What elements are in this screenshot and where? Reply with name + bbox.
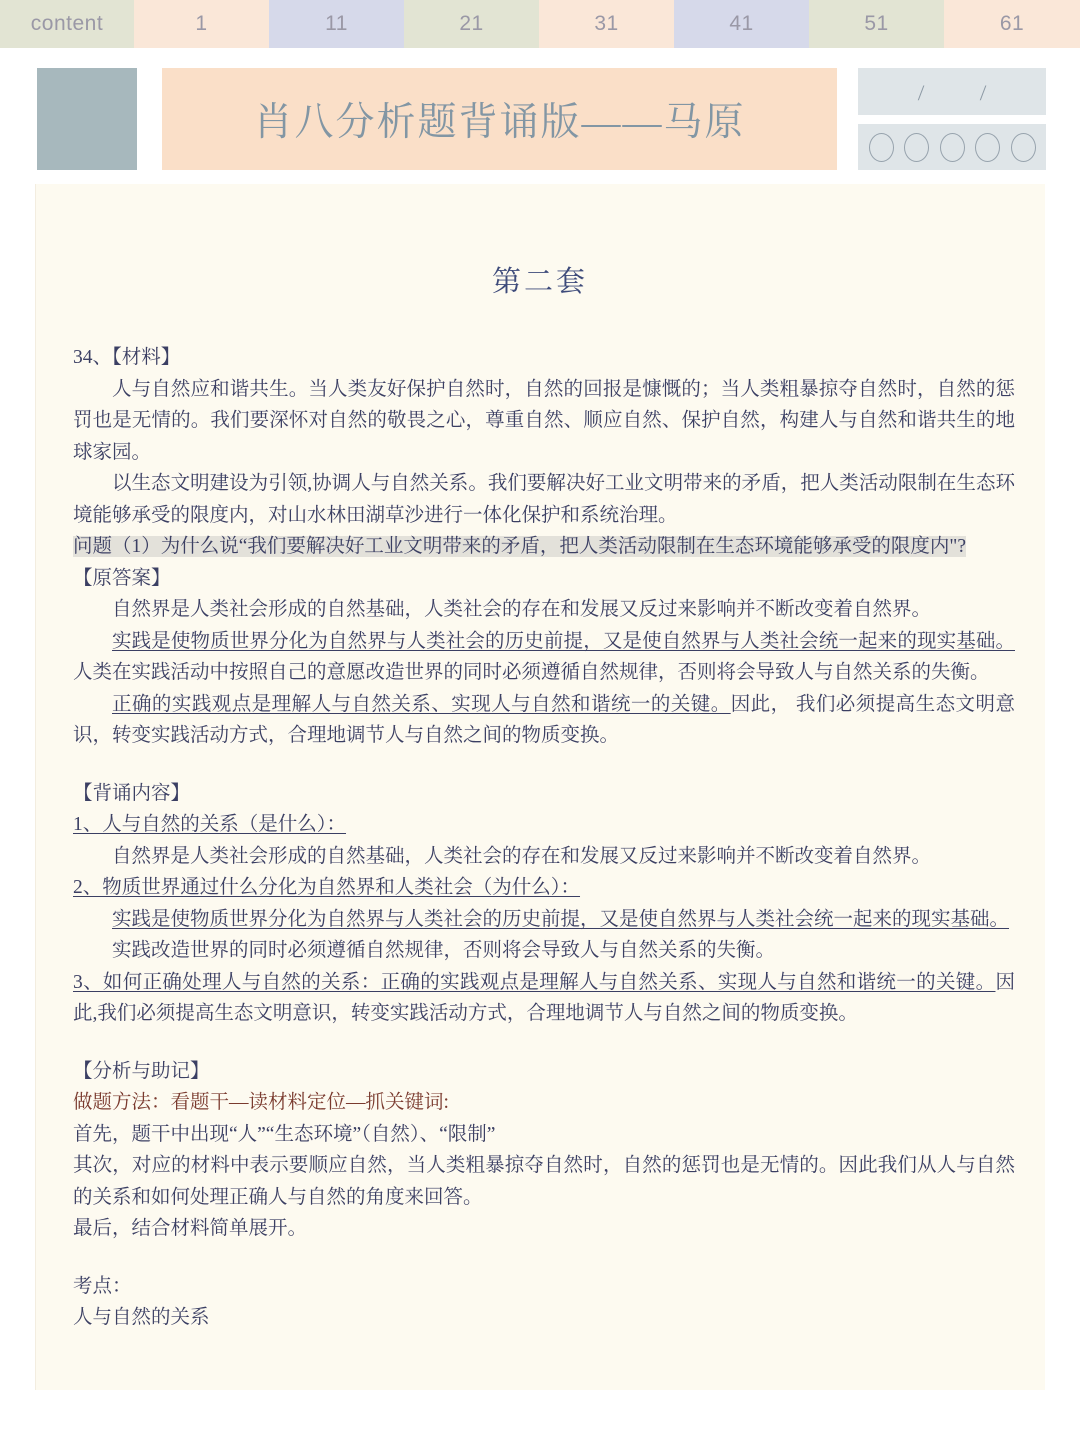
question-prompt: 问题（1）为什么说“我们要解决好工业文明带来的矛盾，把人类活动限制在生态环境能够承受的限度内"? (73, 536, 967, 557)
material-heading: 【材料】 (112, 347, 181, 368)
material-heading-line (73, 342, 1015, 374)
tab-page-21[interactable]: 21 (404, 0, 539, 48)
page-title: 肖八分析题背诵版——马原 (253, 101, 746, 144)
chapter-tab-bar[interactable] (0, 0, 1080, 48)
recite-item-1-title (73, 809, 1015, 841)
recite-heading: 【背诵内容】 (73, 782, 191, 804)
tab-page-11[interactable]: 11 (269, 0, 404, 48)
tab-page-1[interactable]: 1 (134, 0, 269, 48)
exam-point-heading: 考点： (73, 1275, 132, 1297)
rating-circles[interactable] (858, 124, 1046, 170)
question-prompt-row (73, 531, 1015, 563)
tab-page-31[interactable]: 31 (539, 0, 674, 48)
recite-item-2-title (73, 872, 1015, 904)
spacer (73, 752, 1015, 778)
analysis-heading: 【分析与助记】 (73, 1060, 210, 1082)
recite-item-3 (73, 967, 1015, 1030)
recite-item-2-body (73, 904, 1015, 936)
document-body (35, 342, 1045, 1334)
header-accent-square (37, 68, 137, 170)
underlined-text: 3、如何正确处理人与自然的关系：正确的实践观点是理解人与自然关系、实现人与自然和谐统一的关键。 (73, 971, 996, 993)
original-answer-paragraph-2 (73, 626, 1015, 689)
header-title-band (162, 68, 837, 170)
spacer (73, 1245, 1015, 1271)
circle-icon[interactable] (904, 133, 929, 162)
document-page (35, 184, 1045, 1390)
recite-item-2-extra: 实践改造世界的同时必须遵循自然规律，否则将会导致人与自然关系的失衡。 (112, 940, 776, 961)
section-title: 第二套 (491, 266, 588, 298)
underlined-text: 实践是使物质世界分化为自然界与人类社会的历史前提，又是使自然界与人类社会统一起来的现实基础。 (112, 908, 1010, 930)
step-first: 首先，题干中出现“人”“生态环境”（自然）、“限制” (73, 1123, 496, 1145)
underlined-text: 1、人与自然的关系（是什么）： (73, 814, 347, 835)
original-answer-heading: 【原答案】 (73, 567, 171, 589)
plain-text: 因此,我们必须提高生态文明意识，转变实践活动方式，合理地调节人与自然之间的物质变换。 (73, 971, 1015, 1024)
tab-page-51[interactable]: 51 (809, 0, 944, 48)
underlined-text: 正确的实践观点是理解人与自然关系、实现人与自然和谐统一的关键。 (112, 693, 731, 715)
circle-icon[interactable] (869, 133, 894, 162)
underlined-text: 实践是使物质世界分化为自然界与人类社会的历史前提，又是使自然界与人类社会统一起来的现实基础。 (112, 630, 1015, 652)
circle-icon[interactable] (1011, 133, 1036, 162)
spacer (73, 1030, 1015, 1056)
header-meta-group (858, 68, 1046, 170)
step-last: 最后，结合材料简单展开。 (73, 1218, 308, 1239)
original-answer-paragraph-1: 自然界是人类社会形成的自然基础，人类社会的存在和发展又反过来影响并不断改变着自然界。 (112, 599, 932, 620)
date-field[interactable] (858, 68, 1046, 115)
tab-page-41[interactable]: 41 (674, 0, 809, 48)
tab-content[interactable]: content (0, 0, 134, 48)
plain-text: 因此， 我们必须提高生态文明意识，转变实践活动方式，合理地调节人与自然之间的物质变换。 (73, 693, 1015, 746)
exam-point-body: 人与自然的关系 (73, 1307, 210, 1328)
date-separator-icon: / (979, 80, 987, 105)
circle-icon[interactable] (975, 133, 1000, 162)
recite-item-1-body: 自然界是人类社会形成的自然基础，人类社会的存在和发展又反过来影响并不断改变着自然界。 (112, 845, 932, 867)
circle-icon[interactable] (940, 133, 965, 162)
plain-text: 人类在实践活动中按照自己的意愿改造世界的同时必须遵循自然规律，否则将会导致人与自然关系的失衡。 (73, 662, 990, 683)
date-separator-icon: / (917, 80, 925, 105)
underlined-text: 2、物质世界通过什么分化为自然界和人类社会（为什么）： (73, 877, 581, 898)
page-left-rule (35, 184, 36, 1390)
step-second: 其次，对应的材料中表示要顺应自然，当人类粗暴掠夺自然时，自然的惩罚也是无情的。因此我们从人与自然的关系和如何处理正确人与自然的角度来回答。 (73, 1155, 1015, 1208)
question-number: 34、 (73, 347, 113, 368)
material-paragraph-2: 以生态文明建设为引领,协调人与自然关系。我们要解决好工业文明带来的矛盾，把人类活动限制在生态环境能够承受的限度内，对山水林田湖草沙进行一体化保护和系统治理。 (73, 473, 1015, 526)
method-line: 做题方法：看题干—读材料定位—抓关键词: (73, 1092, 449, 1113)
material-paragraph-1: 人与自然应和谐共生。当人类友好保护自然时，自然的回报是慷慨的；当人类粗暴掠夺自然时，自然的惩罚也是无情的。我们要深怀对自然的敬畏之心，尊重自然、顺应自然、保护自然，构建人与自然和谐共生的地球家园。 (73, 378, 1015, 463)
tab-page-61[interactable]: 61 (944, 0, 1080, 48)
original-answer-paragraph-3 (73, 689, 1015, 752)
document-header (0, 48, 1080, 184)
